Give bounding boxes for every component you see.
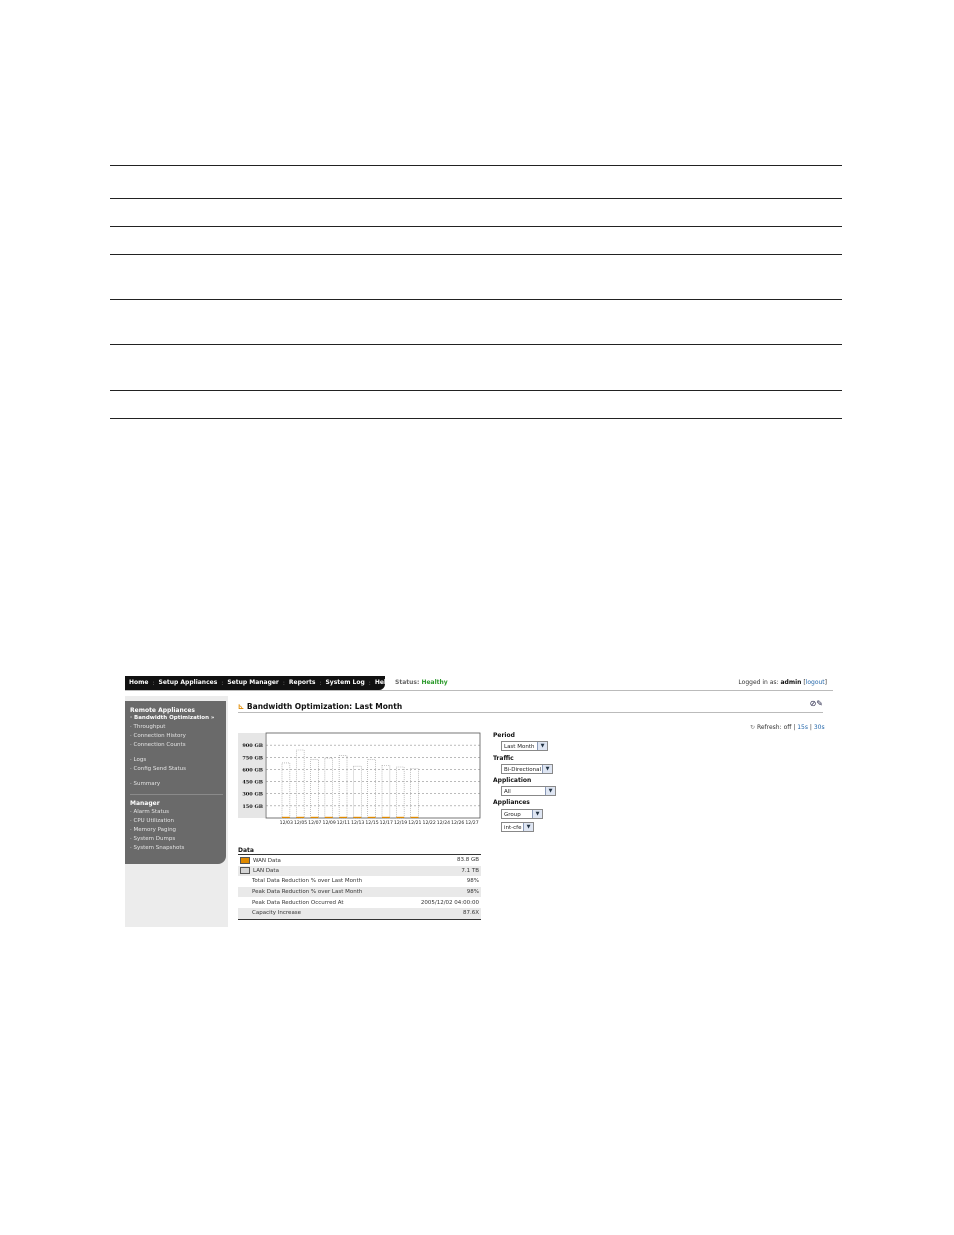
table-rule xyxy=(110,344,842,345)
table-rule xyxy=(110,226,842,227)
table-cell-label: Capacity Increase xyxy=(238,908,401,919)
x-tick-label: 12/24 xyxy=(436,821,451,826)
username: admin xyxy=(780,679,802,686)
wan-bar xyxy=(311,817,319,818)
x-tick-label: 12/22 xyxy=(422,821,436,826)
table-cell-value: 2005/12/02 04:00:00 xyxy=(420,899,479,906)
y-tick-label: 900 GB xyxy=(242,743,263,750)
table-cell-label: Peak Data Reduction % over Last Month xyxy=(238,887,401,898)
table-row xyxy=(238,908,481,919)
refresh-state: off xyxy=(783,724,792,731)
x-tick-label: 12/17 xyxy=(379,821,393,826)
chevron-down-icon: ▼ xyxy=(523,823,533,831)
period-value: Last Month xyxy=(504,744,535,750)
sidebar-item-label: Bandwidth Optimization xyxy=(134,715,209,721)
chevron-down-icon: ▼ xyxy=(537,742,547,750)
period-select[interactable] xyxy=(501,741,548,751)
nav-help[interactable]: Help xyxy=(374,679,391,686)
export-icon[interactable]: ⊘ xyxy=(809,699,817,708)
sidebar-item-memory-paging[interactable]: · Memory Paging xyxy=(130,827,177,833)
x-tick-label: 12/13 xyxy=(351,821,365,826)
table-cell-value: 83.8 GB xyxy=(456,857,479,864)
nav-reports[interactable]: Reports xyxy=(288,679,316,686)
sidebar-item-label: Config Send Status xyxy=(133,766,187,772)
x-tick-label: 12/27 xyxy=(465,821,479,826)
table-cell-value: 87.6X xyxy=(401,908,481,919)
status-value: Healthy xyxy=(421,679,448,686)
appliances-item-value: int-cfe xyxy=(504,825,522,831)
wan-bar xyxy=(339,817,347,818)
appliances-item-select[interactable] xyxy=(501,822,534,832)
refresh-30s-link[interactable]: 30s xyxy=(813,724,825,731)
sidebar-item-config-send-status[interactable]: · Config Send Status xyxy=(130,766,187,772)
chevron-down-icon: ▼ xyxy=(532,810,542,818)
nav-setup-manager[interactable]: Setup Manager xyxy=(227,679,279,686)
sidebar-item-label: Connection History xyxy=(133,733,186,739)
table-cell-value: 7.1 TB xyxy=(401,866,481,877)
sidebar-item-label: CPU Utilization xyxy=(133,818,174,824)
x-tick-label: 12/07 xyxy=(308,821,322,826)
appliances-label: Appliances xyxy=(493,799,530,806)
wan-swatch xyxy=(240,857,250,864)
table-row xyxy=(238,855,481,866)
table-cell-label xyxy=(238,866,401,877)
appliances-group-select[interactable] xyxy=(501,809,543,819)
wan-bar xyxy=(396,817,404,818)
data-section-title: Data xyxy=(238,847,254,854)
data-table xyxy=(238,854,481,920)
row-label: LAN Data xyxy=(253,868,279,875)
sidebar-item-cpu-utilization[interactable]: · CPU Utilization xyxy=(130,818,174,824)
lan-swatch xyxy=(240,867,250,874)
wan-bar xyxy=(382,817,390,818)
title-divider xyxy=(238,712,823,713)
sidebar-item-label: Logs xyxy=(133,757,147,763)
login-info: Logged in as: admin [logout] xyxy=(738,679,827,686)
application-value: All xyxy=(504,789,511,795)
sidebar-item-label: Memory Paging xyxy=(133,827,177,833)
status-indicator xyxy=(395,676,448,690)
row-label: WAN Data xyxy=(253,857,281,864)
status-label: Status: xyxy=(395,679,420,686)
traffic-label: Traffic xyxy=(493,755,514,762)
table-rule xyxy=(110,254,842,255)
sidebar-item-label: Connection Counts xyxy=(133,742,186,748)
sidebar-item-label: Throughput xyxy=(133,724,166,730)
wan-bar xyxy=(325,817,333,818)
sidebar-heading-remote: Remote Appliances xyxy=(130,707,195,714)
nav-home[interactable]: Home xyxy=(129,679,149,686)
chevron-down-icon: ▼ xyxy=(545,787,555,795)
nav-setup-appliances[interactable]: Setup Appliances xyxy=(158,679,218,686)
refresh-label: Refresh: xyxy=(756,724,782,731)
sidebar-item-label: Alarm Status xyxy=(133,809,169,815)
table-cell-label xyxy=(238,855,401,866)
refresh-15s-link[interactable]: 15s xyxy=(797,724,808,731)
x-tick-label: 12/21 xyxy=(408,821,422,826)
x-tick-label: 12/03 xyxy=(279,821,293,826)
table-rule xyxy=(110,165,842,166)
table-row xyxy=(238,876,481,887)
y-tick-label: 450 GB xyxy=(242,779,263,786)
print-icon[interactable]: ✎ xyxy=(816,699,823,708)
wan-bar xyxy=(368,817,376,818)
refresh-icon: ↻ xyxy=(750,724,756,731)
x-tick-label: 12/26 xyxy=(451,821,465,826)
table-rule xyxy=(110,390,842,391)
application-select[interactable] xyxy=(501,786,556,796)
sidebar-item-alarm-status[interactable]: · Alarm Status xyxy=(130,809,169,815)
y-tick-label: 150 GB xyxy=(242,803,263,810)
table-cell-value: 98% xyxy=(466,878,479,885)
traffic-value: Bi-Directional xyxy=(504,767,542,773)
sidebar-item-system-dumps[interactable]: · System Dumps xyxy=(130,836,176,842)
wan-bar xyxy=(353,817,361,818)
table-cell-value: 98% xyxy=(401,887,481,898)
wan-bar xyxy=(296,817,304,818)
top-bar xyxy=(125,676,833,691)
toolbar-icons xyxy=(810,699,823,708)
x-tick-label: 12/11 xyxy=(336,821,351,826)
plot-frame xyxy=(266,733,480,818)
y-tick-label: 600 GB xyxy=(242,767,263,774)
sidebar-item-bandwidth-optimization[interactable]: · Bandwidth Optimization » xyxy=(130,715,215,721)
sidebar-item-label: System Snapshots xyxy=(133,845,185,851)
table-cell-label: Peak Data Reduction Occurred At xyxy=(252,899,344,906)
sidebar-item-summary[interactable]: · Summary xyxy=(130,781,161,787)
sidebar-item-label: System Dumps xyxy=(133,836,176,842)
nav-system-log[interactable]: System Log xyxy=(325,679,365,686)
sidebar-item-connection-history[interactable]: · Connection History xyxy=(130,733,186,739)
traffic-select[interactable] xyxy=(501,764,553,774)
x-tick-label: 12/15 xyxy=(365,821,379,826)
page-title-text: Bandwidth Optimization: Last Month xyxy=(246,702,403,711)
bandwidth-chart xyxy=(238,731,482,826)
sidebar-item-system-snapshots[interactable]: · System Snapshots xyxy=(130,845,185,851)
table-rule xyxy=(110,198,842,199)
y-tick-label: 300 GB xyxy=(242,791,263,798)
report-icon: ⊾ xyxy=(238,702,245,711)
table-cell-label: Total Data Reduction % over Last Month xyxy=(252,878,363,885)
wan-bar xyxy=(411,817,419,818)
table-rule xyxy=(110,418,842,419)
logout-link[interactable]: logout xyxy=(805,679,825,686)
screenshot-figure xyxy=(125,674,833,927)
period-label: Period xyxy=(493,732,515,739)
application-label: Application xyxy=(493,777,532,784)
main-nav: Home : Setup Appliances : Setup Manager : Reports : System Log : Help xyxy=(125,676,385,690)
sidebar-item-logs[interactable]: · Logs xyxy=(130,757,147,763)
sidebar-item-connection-counts[interactable]: · Connection Counts xyxy=(130,742,186,748)
sidebar-heading-manager: Manager xyxy=(130,800,160,807)
page-title xyxy=(238,702,402,711)
y-tick-label: 750 GB xyxy=(242,755,263,762)
table-row xyxy=(238,887,481,898)
table-row xyxy=(238,866,481,877)
wan-bar xyxy=(282,817,290,818)
refresh-control: ↻ Refresh: off | 15s | 30s xyxy=(750,724,825,731)
logged-in-label: Logged in as: xyxy=(738,679,779,686)
sidebar-item-label: Summary xyxy=(133,781,161,787)
table-row xyxy=(238,897,481,908)
x-tick-label: 12/09 xyxy=(322,821,336,826)
bandwidth-chart-svg xyxy=(238,731,482,826)
sidebar-divider xyxy=(130,794,223,795)
appliances-group-value: Group xyxy=(504,812,521,818)
table-rule xyxy=(110,299,842,300)
sidebar-item-throughput[interactable]: · Throughput xyxy=(130,724,166,730)
x-tick-label: 12/19 xyxy=(393,821,408,826)
sidebar xyxy=(125,701,226,864)
x-tick-label: 12/05 xyxy=(293,821,308,826)
chevron-down-icon: ▼ xyxy=(542,765,552,773)
